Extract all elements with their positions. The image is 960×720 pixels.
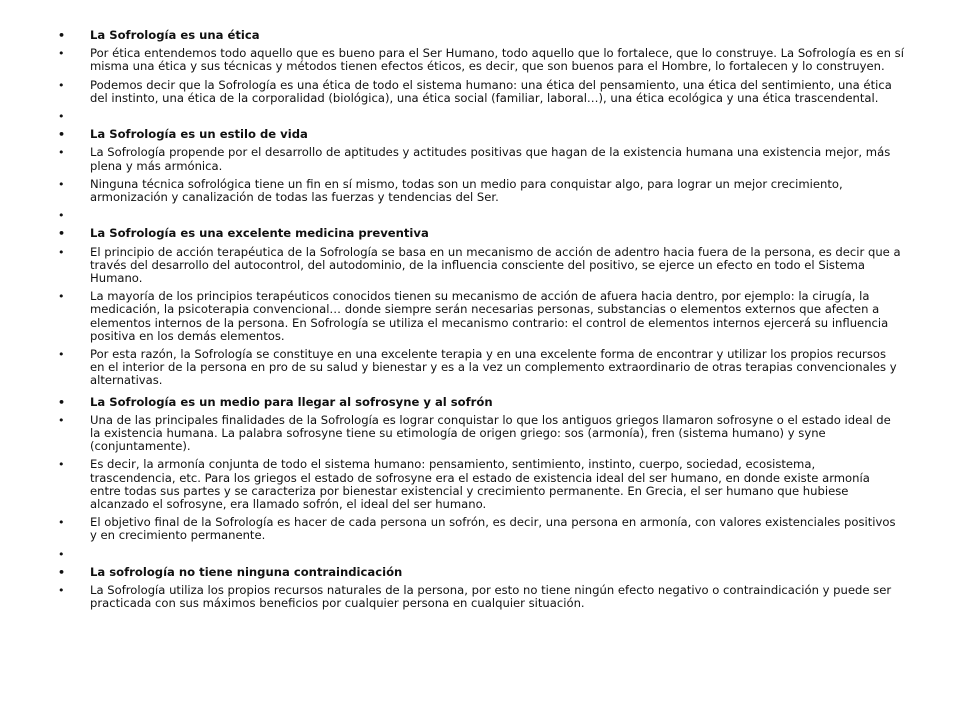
bullet-dot-icon: • — [58, 128, 66, 142]
bullet-text: La mayoría de los principios terapéuticos conocidos tienen su mecanismo de acción de afuera hacia dentro, por ejemplo: la cirugía, la medicación, la psicoterapia convencional… donde siempre serán necesarias personas, substancias o elementos externos que afecten a elementos internos de la persona. En Sofrología se utiliza el mecanismo contrario: el control de elementos internos ejercerá su influencia positiva en los demás elementos. — [90, 289, 889, 343]
bullet-item — [58, 348, 904, 388]
bullet-text: Ninguna técnica sofrológica tiene un fin en sí mismo, todas son un medio para conquistar algo, para lograr un mejor crecimiento, armonización y canalización de todas las fuerzas y tendencias del Ser. — [90, 176, 843, 205]
bullet-dot-icon: • — [58, 47, 65, 61]
bullet-item — [58, 79, 904, 105]
bullet-item — [58, 458, 904, 511]
bullet-dot-icon: • — [58, 348, 65, 362]
bullet-text: Es decir, la armonía conjunta de todo el sistema humano: pensamiento, sentimiento, instinto, cuerpo, sociedad, ecosistema, trascendencia, etc. Para los griegos el estado de sofrosyne era el estado de existencia ideal del ser humano, en donde existe armonía entre todas sus partes y se caracteriza por bienestar existencial y crecimiento permanente. En Grecia, el ser humano que hubiese alcanzado el sofrosyne, era llamado sofrón, el ideal del ser humano. — [90, 457, 870, 512]
bullet-text: El principio de acción terapéutica de la Sofrología se basa en un mecanismo de acción de adentro hacia fuera de la persona, es decir que a través del desarrollo del autocontrol, del autodominio, de la influencia consciente del positivo, se ejerce un efecto en todo el Sistema Humano. — [90, 244, 901, 286]
bullet-dot-icon: • — [58, 29, 66, 42]
bullet-heading-estilo-de-vida — [58, 128, 904, 141]
bullet-dot-icon: • — [58, 413, 65, 427]
bullet-heading-contraindicacion — [58, 566, 904, 579]
bullet-dot-icon: • — [58, 395, 66, 409]
bullet-dot-icon: • — [58, 177, 65, 191]
bullet-item — [58, 584, 904, 610]
bullet-text: La Sofrología es una excelente medicina preventiva — [90, 226, 429, 241]
bullet-dot-icon: • — [58, 245, 65, 259]
bullet-text: Podemos decir que la Sofrología es una ética de todo el sistema humano: una ética del pensamiento, una ética del sentimiento, una ética del instinto, una ética de la corporalidad (biológica), una ética social (familiar, laboral…), una ética ecológica y una ética trascendental. — [90, 77, 892, 105]
bullet-dot-icon: • — [58, 209, 65, 223]
bullet-text: Por ética entendemos todo aquello que es bueno para el Ser Humano, todo aquello que lo fortalece, que lo construye. La Sofrología es en sí misma una ética y sus técnicas y métodos tienen efectos éticos, es decir, que son buenos para el Hombre, lo fortalecen y lo construyen. — [90, 46, 904, 74]
bullet-dot-icon: • — [58, 458, 65, 472]
bullet-list — [58, 29, 904, 615]
bullet-heading-etica — [58, 29, 904, 42]
bullet-text: La sofrología no tiene ninguna contraindicación — [90, 564, 403, 579]
bullet-dot-icon: • — [58, 78, 65, 92]
bullet-text: Una de las principales finalidades de la Sofrología es lograr conquistar lo que los antiguos griegos llamaron sofrosyne o el estado ideal de la existencia humana. La palabra sofrosyne tiene su etimología de origen griego: sos (armonía), fren (sistema humano) y syne (conjuntamente). — [90, 412, 891, 454]
bullet-dot-icon: • — [58, 227, 66, 241]
bullet-dot-icon: • — [58, 146, 65, 160]
bullet-text: La Sofrología utiliza los propios recursos naturales de la persona, por esto no tiene ningún efecto negativo o contraindicación y puede ser practicada con sus máximos beneficios por cualquier persona en cualquier situación. — [90, 583, 892, 611]
bullet-dot-icon: • — [58, 516, 65, 530]
bullet-item — [58, 146, 904, 172]
bullet-item — [58, 47, 904, 73]
bullet-text: La Sofrología es un estilo de vida — [90, 127, 308, 142]
bullet-item — [58, 246, 904, 286]
bullet-dot-icon: • — [58, 290, 65, 304]
bullet-text: Por esta razón, la Sofrología se constituye en una excelente terapia y en una excelente forma de encontrar y utilizar los propios recursos en el interior de la persona en pro de su salud y bienestar y es a la vez un complemento extraordinario de otras terapias convencionales y alternativas. — [90, 347, 897, 388]
bullet-empty — [58, 548, 904, 561]
bullet-item — [58, 290, 904, 343]
bullet-dot-icon: • — [58, 565, 66, 579]
bullet-item — [58, 178, 904, 204]
bullet-text: La Sofrología es una ética — [90, 28, 260, 42]
bullet-text: La Sofrología es un medio para llegar al sofrosyne y al sofrón — [90, 394, 493, 409]
bullet-dot-icon: • — [58, 547, 65, 561]
bullet-heading-sofrosyne — [58, 396, 904, 409]
bullet-dot-icon: • — [58, 110, 65, 124]
bullet-text: La Sofrología propende por el desarrollo de aptitudes y actitudes positivas que hagan de la existencia humana una existencia mejor, más plena y más armónica. — [90, 145, 891, 173]
bullet-dot-icon: • — [58, 584, 65, 598]
bullet-text: El objetivo final de la Sofrología es hacer de cada persona un sofrón, es decir, una persona en armonía, con valores existenciales positivos y en crecimiento permanente. — [90, 515, 896, 543]
bullet-empty — [58, 209, 904, 222]
bullet-item — [58, 516, 904, 542]
bullet-empty — [58, 110, 904, 123]
bullet-item — [58, 414, 904, 454]
bullet-heading-medicina-preventiva — [58, 227, 904, 240]
